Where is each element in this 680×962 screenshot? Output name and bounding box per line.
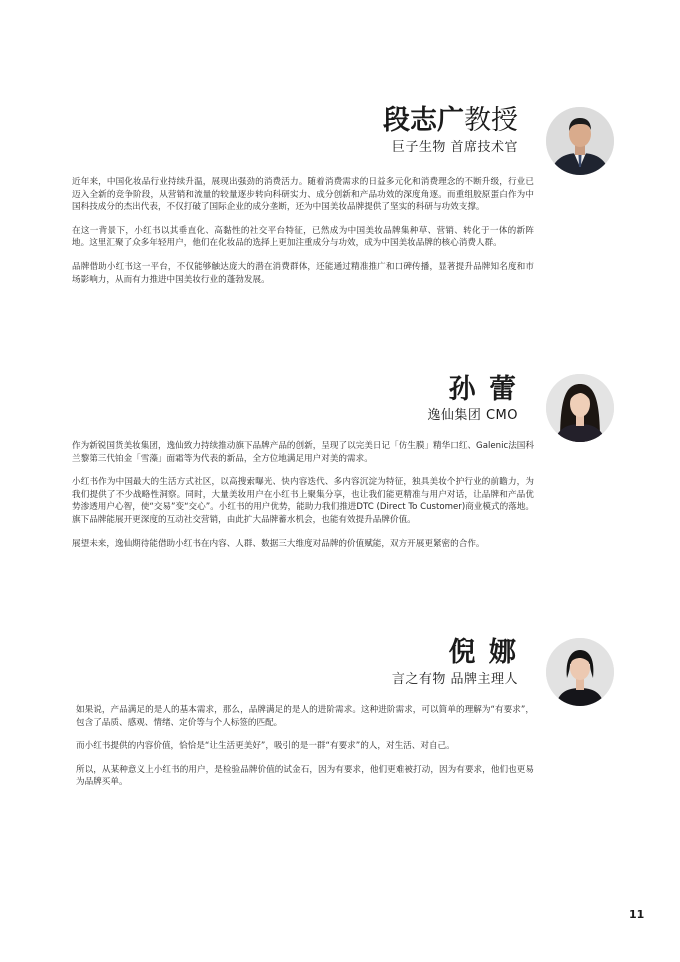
profile-name: 倪 娜 [448, 637, 518, 668]
paragraph: 品牌借助小红书这一平台，不仅能够触达庞大的潜在消费群体，还能通过精准推广和口碑传播，显著提升品牌知名度和市场影响力，从而有力推进中国美妆行业的蓬勃发展。 [72, 261, 534, 285]
paragraph: 作为新锐国货美妆集团，逸仙致力持续推动旗下品牌产品的创新，呈现了以完美日记「仿生膜」精华口红、Galenic法国科兰黎第三代铂金「雪藻」面霜等为代表的新品，全方位地满足用户对美的需求。 [72, 441, 534, 464]
avatar [546, 638, 614, 706]
profile-role: 言之有物 品牌主理人 [391, 672, 518, 687]
avatar [546, 374, 614, 442]
profile-role: 逸仙集团 CMO [427, 408, 518, 423]
paragraph: 所以，从某种意义上小红书的用户，是检验品牌价值的试金石，因为有要求，他们更难被打动，因为有要求，他们也更易为品牌买单。 [76, 764, 534, 788]
profile-role: 巨子生物 首席技术官 [391, 140, 518, 155]
paragraph: 在这一背景下，小红书以其垂直化、高黏性的社交平台特征，已然成为中国美妆品牌集种草、营销、转化于一体的新阵地。这里汇聚了众多年轻用户，他们在化妆品的选择上更加注重成分与功效，成为中国美妆品牌的核心消费人群。 [72, 225, 534, 249]
profile-name: 段志广教授 [383, 105, 518, 136]
page-number: 11 [629, 908, 645, 921]
paragraph: 小红书作为中国最大的生活方式社区，以高搜索曝光、快内容迭代、多内容沉淀为特征，独具美妆个护行业的前瞻力，为我们提供了不少战略性洞察。同时，大量美妆用户在小红书上聚集分享，也让我们能更精准与用户对话，让品牌和产品优势渗透用户心智，使“交易”变“交心”。小红书的用户优势，能助力我们推进DTC (Direct To Customer)商业模式的落地。旗下品牌能展开更深度的互动社交营销，由此扩大品牌蓄水机会，也能有效提升品牌价值。 [72, 477, 534, 525]
paragraph: 近年来，中国化妆品行业持续升温，展现出强劲的消费活力。随着消费需求的日益多元化和消费理念的不断升级，行业已迈入全新的竞争阶段，从营销和流量的较量逐步转向科研实力、成分创新和产品功效的深度角逐。而重组胶原蛋白作为中国科技成分的杰出代表，不仅打破了国际企业的成分垄断，还为中国美妆品牌提供了坚实的科研与功效支撑。 [72, 177, 534, 213]
avatar [546, 107, 614, 175]
paragraph: 展望未来，逸仙期待能借助小红书在内容、人群、数据三大维度对品牌的价值赋能，双方开展更紧密的合作。 [72, 538, 485, 549]
profile-body [72, 176, 534, 297]
paragraph: 而小红书提供的内容价值，恰恰是“让生活更美好”，吸引的是一群“有要求”的人，对生活、对自己。 [76, 741, 455, 752]
profile-name: 孙 蕾 [448, 374, 518, 405]
profile-body [72, 440, 534, 561]
profile-body [76, 704, 534, 800]
paragraph: 如果说，产品满足的是人的基本需求，那么，品牌满足的是人的进阶需求。这种进阶需求，可以简单的理解为“有要求”，包含了品质、感观、情绪、定价等与个人标签的匹配。 [76, 705, 534, 728]
